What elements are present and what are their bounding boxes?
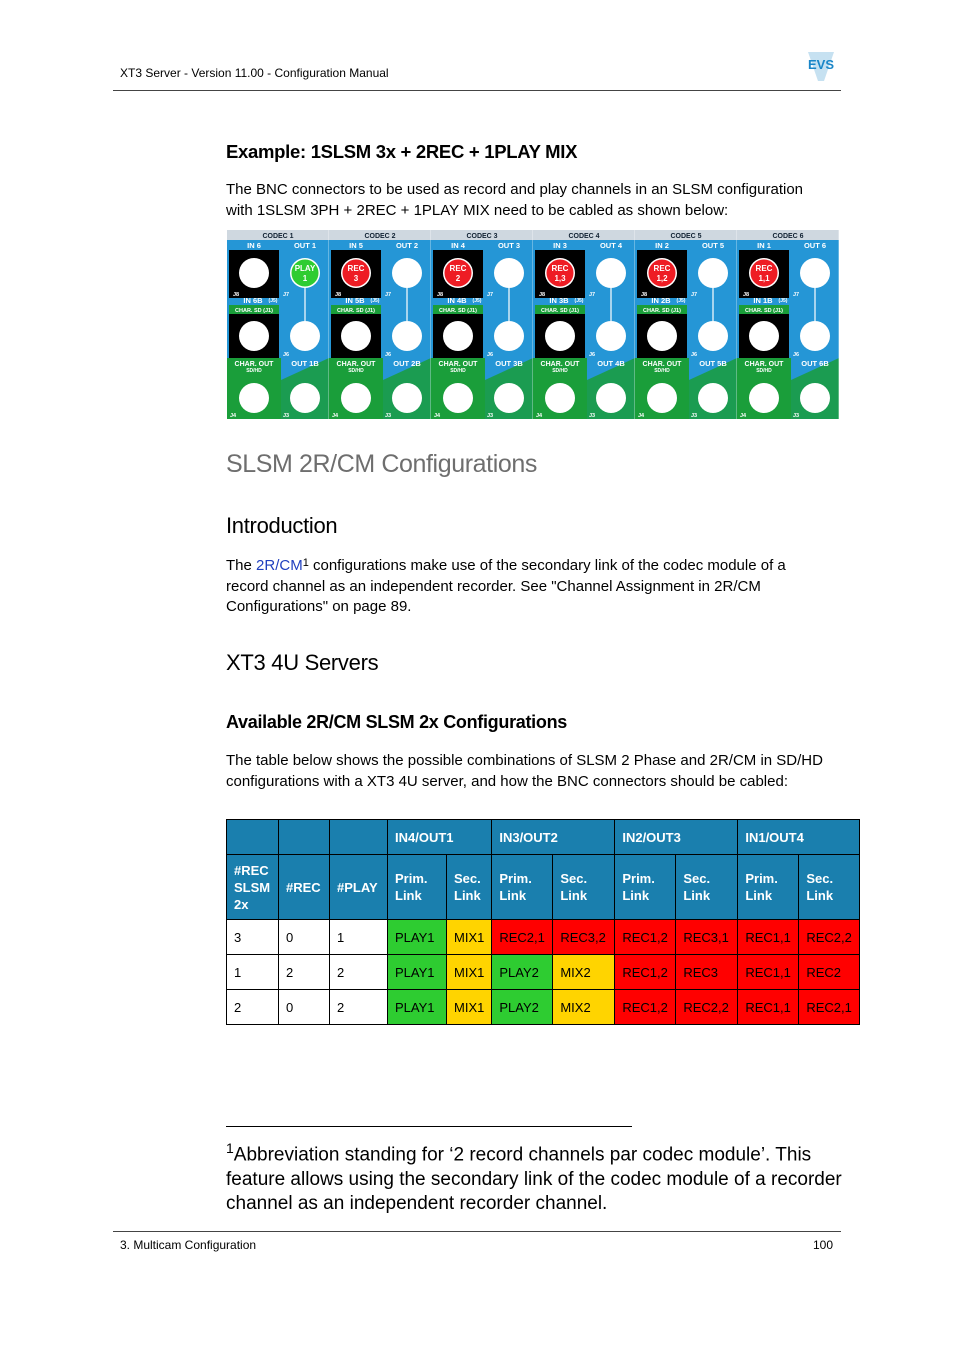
bnc-connector: [290, 383, 320, 413]
bnc-connector: [443, 321, 473, 351]
input-label: IN 4: [451, 241, 465, 250]
bnc-connector: [596, 383, 626, 413]
configurations-table: [226, 819, 860, 1025]
table-cell: PLAY2: [492, 955, 553, 990]
column-header: Sec. Link: [447, 855, 492, 920]
table-cell: REC1,1: [738, 990, 799, 1025]
char-sd-label: CHAR. SD (J1): [439, 308, 477, 314]
table-cell: REC3: [676, 955, 738, 990]
table-group-header-row: [227, 820, 860, 855]
output-b-label: OUT 5B: [699, 359, 727, 368]
jack-label: J4: [536, 413, 543, 419]
jack-label: J8: [335, 292, 342, 298]
bnc-connector: [392, 258, 422, 288]
bnc-connector: [494, 383, 524, 413]
table-cell: REC1,2: [615, 990, 676, 1025]
column-header: Sec. Link: [553, 855, 615, 920]
bnc-connector: [596, 321, 626, 351]
channel-badge-label: REC: [551, 264, 569, 273]
bnc-connector: [494, 258, 524, 288]
table-cell: 3: [227, 920, 279, 955]
bnc-connector: [494, 321, 524, 351]
char-out-label: CHAR. OUT: [642, 361, 682, 368]
jack-label: J4: [230, 413, 237, 419]
bnc-connector: [749, 321, 779, 351]
page-number: 100: [813, 1238, 834, 1252]
group-header: IN3/OUT2: [492, 820, 615, 855]
bnc-connector: [392, 321, 422, 351]
column-header: Prim. Link: [388, 855, 447, 920]
char-sd-label: CHAR. SD (J1): [745, 308, 783, 314]
group-header: IN4/OUT1: [388, 820, 492, 855]
column-header: #REC: [279, 855, 330, 920]
channel-badge-label: REC: [653, 264, 671, 273]
evs-logo: [804, 48, 838, 82]
table-row: [227, 920, 860, 955]
output-b-label: OUT 6B: [801, 359, 829, 368]
output-b-label: OUT 3B: [495, 359, 523, 368]
channel-badge-label: PLAY: [294, 264, 316, 273]
table-cell: PLAY1: [388, 920, 447, 955]
table-cell: REC3,2: [553, 920, 615, 955]
bnc-connector-diagram: [227, 230, 840, 419]
jack-label: J4: [740, 413, 747, 419]
char-sd-label: CHAR. SD (J1): [541, 308, 579, 314]
jack-label: J7: [283, 292, 290, 298]
jack-label: J6: [691, 352, 698, 358]
table-cell: MIX2: [553, 990, 615, 1025]
column-header: Sec. Link: [676, 855, 738, 920]
input-b-label: IN 4B: [447, 296, 467, 305]
input-b-label: IN 1B: [753, 296, 773, 305]
bnc-connector: [698, 258, 728, 288]
table-cell: 1: [330, 920, 388, 955]
table-row: [227, 955, 860, 990]
channel-badge-label: REC: [449, 264, 467, 273]
table-cell: 2: [330, 955, 388, 990]
char-sd-label: CHAR. SD (J1): [643, 308, 681, 314]
jack-label: J4: [434, 413, 441, 419]
footnote-text: Abbreviation standing for ‘2 record channels par codec module’. This feature allows using the secondary link of the codec module of a recorder channel as an independent recorder channel.: [226, 1144, 842, 1215]
bnc-connector: [239, 383, 269, 413]
char-out-label: CHAR. OUT: [336, 361, 376, 368]
column-header: Sec. Link: [799, 855, 860, 920]
footer-rule: [113, 1231, 841, 1232]
example-paragraph: The BNC connectors to be used as record and play channels in an SLSM configuration with 1SLSM 3PH + 2REC + 1PLAY MIX need to be cabled as shown below:: [226, 181, 804, 219]
table-cell: REC1,1: [738, 920, 799, 955]
char-out-sub-label: SD/HD: [756, 368, 772, 374]
jack-label: J4: [332, 413, 339, 419]
table-cell: MIX1: [447, 990, 492, 1025]
jack-label: J7: [793, 292, 800, 298]
jack-label: J6: [793, 352, 800, 358]
char-sd-label: CHAR. SD (J1): [235, 308, 273, 314]
jack-label: J3: [487, 413, 494, 419]
table-cell: REC2,1: [799, 990, 860, 1025]
table-cell: PLAY1: [388, 955, 447, 990]
jack-label: J4: [638, 413, 645, 419]
group-header: IN1/OUT4: [738, 820, 860, 855]
svg-text:EVS: EVS: [807, 57, 835, 72]
jack-label: J3: [283, 413, 290, 419]
bnc-connector: [392, 383, 422, 413]
jack-label: J3: [385, 413, 392, 419]
table-cell: 0: [279, 920, 330, 955]
jack-label: J6: [385, 352, 392, 358]
input-b-label: IN 3B: [549, 296, 569, 305]
document-header-title: XT3 Server - Version 11.00 - Configuration Manual: [120, 66, 389, 80]
column-header: #PLAY: [330, 855, 388, 920]
codec-label: CODEC 2: [364, 233, 396, 240]
codec-label: CODEC 6: [772, 233, 804, 240]
output-label: OUT 6: [803, 241, 827, 250]
output-b-label: OUT 1B: [291, 359, 319, 368]
bnc-connector: [647, 321, 677, 351]
jack-label: J8: [437, 292, 444, 298]
table-cell: PLAY2: [492, 990, 553, 1025]
channel-badge-label: 2: [455, 274, 461, 283]
char-out-label: CHAR. OUT: [438, 361, 478, 368]
channel-badge-label: 1,3: [554, 274, 566, 283]
jack-label: J8: [641, 292, 648, 298]
char-out-sub-label: SD/HD: [654, 368, 670, 374]
jack-label: J6: [283, 352, 290, 358]
bnc-connector: [800, 258, 830, 288]
output-b-label: OUT 2B: [393, 359, 421, 368]
bnc-connector: [341, 321, 371, 351]
group-header: IN2/OUT3: [615, 820, 738, 855]
codec-label: CODEC 1: [262, 233, 294, 240]
channel-badge-label: 1: [302, 274, 308, 283]
table-cell: REC1,1: [738, 955, 799, 990]
jack-label: J3: [793, 413, 800, 419]
input-b-label: IN 5B: [345, 296, 365, 305]
codec-label: CODEC 5: [670, 233, 702, 240]
input-label: IN 3: [553, 241, 567, 250]
jack-label: (J5): [370, 298, 380, 304]
table-cell: REC2: [799, 955, 860, 990]
channel-badge-label: REC: [755, 264, 773, 273]
char-sd-label: CHAR. SD (J1): [337, 308, 375, 314]
bnc-connector: [800, 321, 830, 351]
input-label: IN 1: [757, 241, 771, 250]
char-out-label: CHAR. OUT: [234, 361, 274, 368]
footer-chapter: 3. Multicam Configuration: [120, 1238, 257, 1252]
char-out-sub-label: SD/HD: [552, 368, 568, 374]
jack-label: J8: [743, 292, 750, 298]
channel-badge-label: 1,1: [758, 274, 770, 283]
bnc-connector: [749, 383, 779, 413]
table-cell: REC2,1: [492, 920, 553, 955]
jack-label: J8: [233, 292, 240, 298]
header-rule: [113, 90, 841, 91]
2rcm-link[interactable]: 2R/CM: [256, 557, 303, 574]
char-out-label: CHAR. OUT: [744, 361, 784, 368]
table-cell: MIX1: [447, 955, 492, 990]
bnc-connector: [443, 383, 473, 413]
introduction-paragraph: The $2R/CM^1$ configurations make use of the secondary link of the codec module of a record channel as an independent recorder. See "Channel Assignment in 2R/CM Configurations" on page 89.: [226, 557, 786, 615]
jack-label: (J5): [472, 298, 482, 304]
column-header: #REC SLSM 2x: [227, 855, 279, 920]
jack-label: J7: [691, 292, 698, 298]
bnc-connector: [647, 383, 677, 413]
jack-label: J7: [589, 292, 596, 298]
footnote: [226, 1136, 846, 1217]
char-out-sub-label: SD/HD: [246, 368, 262, 374]
table-cell: MIX2: [553, 955, 615, 990]
input-label: IN 5: [349, 241, 363, 250]
input-b-label: IN 2B: [651, 296, 671, 305]
jack-label: J6: [487, 352, 494, 358]
jack-label: J3: [589, 413, 596, 419]
footnote-ref[interactable]: 1: [302, 557, 309, 569]
jack-label: J8: [539, 292, 546, 298]
input-b-label: IN 6B: [243, 296, 263, 305]
table-cell: REC1,2: [615, 955, 676, 990]
xt3-4u-servers-heading: XT3 4U Servers: [226, 650, 379, 675]
table-cell: 2: [227, 990, 279, 1025]
jack-label: (J5): [676, 298, 686, 304]
channel-badge-label: 3: [353, 274, 359, 283]
jack-label: (J5): [574, 298, 584, 304]
introduction-heading: Introduction: [226, 513, 338, 538]
char-out-label: CHAR. OUT: [540, 361, 580, 368]
input-label: IN 2: [655, 241, 669, 250]
table-cell: 1: [227, 955, 279, 990]
table-cell: MIX1: [447, 920, 492, 955]
column-header: Prim. Link: [492, 855, 553, 920]
codec-label: CODEC 4: [568, 233, 600, 240]
table-row: [227, 990, 860, 1025]
table-cell: REC3,1: [676, 920, 738, 955]
footnote-separator: [226, 1126, 632, 1127]
codec-label: CODEC 3: [466, 233, 498, 240]
jack-label: J3: [691, 413, 698, 419]
table-cell: REC2,2: [676, 990, 738, 1025]
bnc-connector: [698, 321, 728, 351]
output-label: OUT 5: [701, 241, 725, 250]
channel-badge-label: REC: [347, 264, 365, 273]
output-label: OUT 3: [497, 241, 521, 250]
bnc-connector: [239, 258, 269, 288]
table-cell: REC1,2: [615, 920, 676, 955]
bnc-connector: [545, 321, 575, 351]
bnc-connector: [239, 321, 269, 351]
channel-badge-label: 1,2: [656, 274, 668, 283]
column-header: Prim. Link: [615, 855, 676, 920]
char-out-sub-label: SD/HD: [348, 368, 364, 374]
example-heading: Example: 1SLSM 3x + 2REC + 1PLAY MIX: [226, 141, 578, 162]
output-label: OUT 1: [293, 241, 317, 250]
footnote-marker: 1: [226, 1140, 234, 1156]
bnc-connector: [698, 383, 728, 413]
bnc-connector: [545, 383, 575, 413]
jack-label: (J5): [778, 298, 788, 304]
jack-label: J7: [385, 292, 392, 298]
section-title: SLSM 2R/CM Configurations: [226, 450, 537, 478]
table-intro-paragraph: The table below shows the possible combinations of SLSM 2 Phase and 2R/CM in SD/HD configurations with a XT3 4U server, and how the BNC connectors should be cabled:: [226, 752, 823, 790]
bnc-connector: [596, 258, 626, 288]
available-configurations-heading: Available 2R/CM SLSM 2x Configurations: [226, 712, 567, 732]
bnc-connector: [290, 321, 320, 351]
table-cell: 2: [279, 955, 330, 990]
table-cell: 0: [279, 990, 330, 1025]
output-label: OUT 2: [395, 241, 419, 250]
table-column-header-row: [227, 855, 860, 920]
output-label: OUT 4: [599, 241, 623, 250]
table-cell: 2: [330, 990, 388, 1025]
jack-label: J6: [589, 352, 596, 358]
bnc-connector: [800, 383, 830, 413]
bnc-connector: [341, 383, 371, 413]
input-label: IN 6: [247, 241, 261, 250]
output-b-label: OUT 4B: [597, 359, 625, 368]
jack-label: (J5): [268, 298, 278, 304]
table-cell: PLAY1: [388, 990, 447, 1025]
table-cell: REC2,2: [799, 920, 860, 955]
char-out-sub-label: SD/HD: [450, 368, 466, 374]
column-header: Prim. Link: [738, 855, 799, 920]
jack-label: J7: [487, 292, 494, 298]
